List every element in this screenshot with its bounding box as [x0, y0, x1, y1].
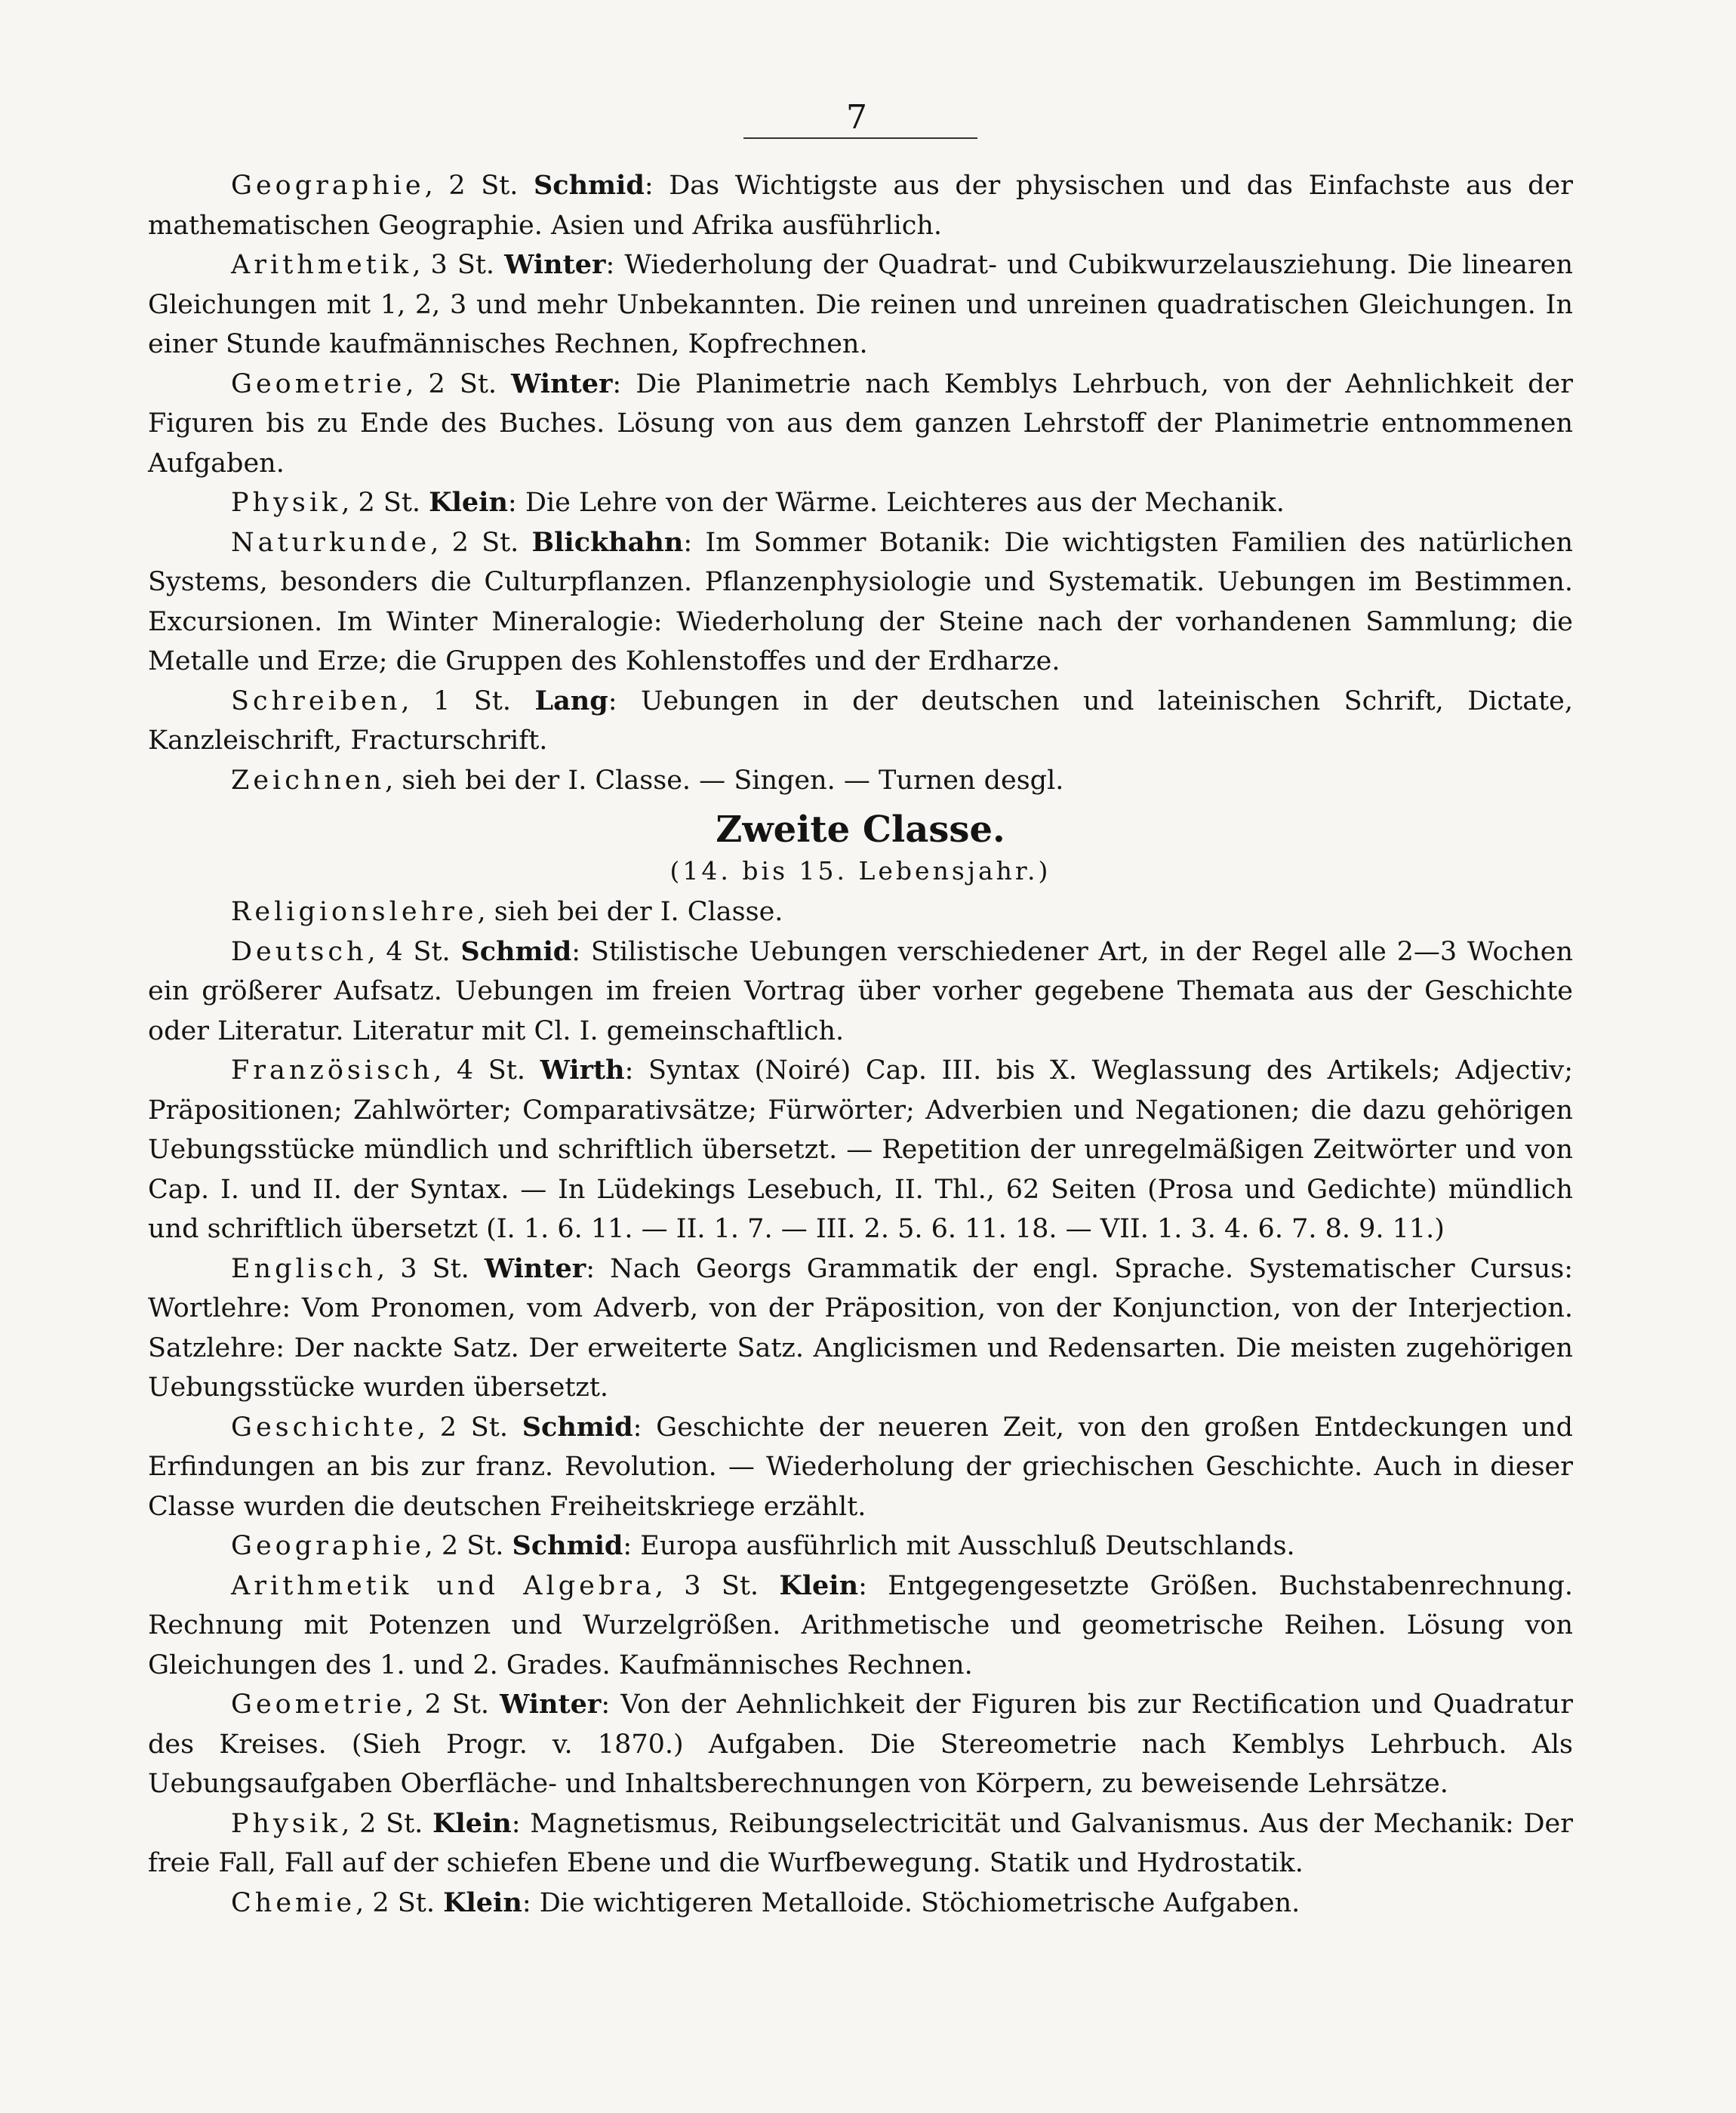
teacher-name: Schmid — [522, 1411, 633, 1443]
teacher-name: Schmid — [512, 1530, 623, 1561]
subject-description: : Die Planimetrie nach Kemblys Lehrbuch, von der Aehnlichkeit der Figuren bis zu Ende des Buches. Lösung von aus dem ganzen Lehrstoff der Planimetrie entnommenen Aufgaben. — [148, 368, 1573, 479]
subject-hours: , 3 St. — [412, 250, 505, 280]
subject-description: : Die wichtigeren Metalloide. Stöchiometrische Aufgaben. — [522, 1887, 1300, 1918]
teacher-name: Lang — [534, 685, 608, 716]
subject-hours: , 4 St. — [433, 1055, 540, 1086]
teacher-name: Winter — [511, 368, 613, 399]
subject-hours: , 2 St. — [430, 527, 532, 558]
subject-name: Englisch — [231, 1253, 377, 1284]
subject-description: : Entgegengesetzte Größen. Buchstabenrechnung. Rechnung mit Potenzen und Wurzelgrößen. Arithmetische und geometrische Reihen. Lösung von Gleichungen des 1. und 2. Grades. Kaufmännisches Rechnen. — [148, 1570, 1573, 1680]
subject-name: Physik — [231, 488, 342, 518]
subject-paragraph — [148, 1884, 1573, 1924]
subject-name: Zeichnen — [231, 765, 386, 796]
teacher-name: Schmid — [460, 935, 572, 967]
subject-name: Französisch — [231, 1055, 434, 1086]
subject-paragraph — [148, 1408, 1573, 1527]
teacher-name: Winter — [500, 1689, 602, 1720]
subject-hours: , 2 St. — [356, 1887, 444, 1918]
subject-name: Geographie — [231, 171, 425, 201]
subject-paragraph — [148, 523, 1573, 682]
teacher-name: Winter — [484, 1252, 586, 1284]
subject-paragraph — [148, 166, 1573, 245]
subject-description: : Uebungen in der deutschen und lateinischen Schrift, Dictate, Kanzleischrift, Fracturschrift. — [148, 685, 1573, 756]
subject-paragraph — [148, 1249, 1573, 1408]
subject-description: : Stilistische Uebungen verschiedener Art, in der Regel alle 2—3 Wochen ein größerer Aufsatz. Uebungen im freien Vortrag über vorher gegebene Themata aus der Geschichte oder Literatur. Literatur mit Cl. I. gemeinschaftlich. — [148, 936, 1573, 1046]
subject-description: : Nach Georgs Grammatik der engl. Sprache. Systematischer Cursus: Wortlehre: Vom Pronomen, vom Adverb, von der Präposition, von der Konjunction, von der Interjection. Satzlehre: Der nackte Satz. Der erweiterte Satz. Anglicismen und Redensarten. Die meisten zugehörigen Uebungsstücke wurden übersetzt. — [148, 1253, 1573, 1403]
subject-hours: , 2 St. — [405, 1689, 500, 1720]
subject-name: Geschichte — [231, 1412, 417, 1443]
section-age: (14. bis 15. Lebensjahr.) — [669, 856, 1051, 886]
teacher-name: Klein — [443, 1887, 522, 1918]
subject-paragraph — [148, 1804, 1573, 1884]
subject-name: Chemie — [231, 1887, 356, 1918]
subject-hours: , 4 St. — [367, 936, 461, 967]
subject-name: Arithmetik und Algebra — [231, 1570, 655, 1601]
subject-description: : Wiederholung der Quadrat- und Cubikwurzelausziehung. Die linearen Gleichungen mit 1, 2, 3 und mehr Unbekannten. Die reinen und unreinen quadratischen Gleichungen. In einer Stunde kaufmännisches Rechnen, Kopfrechnen. — [148, 250, 1574, 359]
subject-paragraph — [148, 483, 1573, 523]
subject-hours: , 2 St. — [341, 1808, 432, 1839]
subject-description: : Europa ausführlich mit Ausschluß Deutschlands. — [623, 1531, 1295, 1561]
subject-name: Geometrie — [231, 1689, 406, 1720]
header-rule — [743, 137, 977, 139]
subject-name: Naturkunde — [231, 527, 431, 558]
subject-paragraph — [148, 1566, 1573, 1686]
teacher-name: Klein — [429, 487, 508, 518]
subject-hours: , 2 St. — [417, 1412, 522, 1443]
subject-name: Schreiben — [231, 685, 402, 716]
subject-hours: , 2 St. — [424, 1531, 512, 1561]
subject-hours: , 1 St. — [401, 685, 535, 716]
subject-paragraph — [148, 245, 1573, 365]
subject-hours: , sieh bei der I. Classe. — — [385, 765, 734, 796]
subject-paragraph — [148, 892, 1573, 932]
teacher-name: Klein — [779, 1569, 859, 1601]
subject-name: Geometrie — [231, 368, 406, 399]
subject-paragraph — [148, 1685, 1573, 1804]
subject-hours: , 2 St. — [341, 488, 429, 518]
subject-hours: , 2 St. — [424, 171, 534, 201]
subject-description: Singen. — Turnen desgl. — [734, 765, 1064, 796]
subject-hours: , 3 St. — [377, 1253, 485, 1284]
subject-paragraph — [148, 1526, 1573, 1566]
teacher-name: Klein — [432, 1807, 512, 1839]
subject-paragraph — [148, 761, 1573, 801]
subject-paragraph — [148, 682, 1573, 761]
subject-paragraph — [148, 1051, 1573, 1249]
teacher-name: Schmid — [533, 170, 645, 201]
class-two-subjects — [148, 892, 1573, 1923]
subject-name: Religionslehre — [231, 897, 478, 927]
page-number: 7 — [846, 98, 867, 137]
subject-hours: , sieh bei der I. Classe. — [477, 897, 783, 927]
subject-paragraph — [148, 932, 1573, 1052]
subject-hours: , 3 St. — [654, 1570, 780, 1601]
subject-hours: , 2 St. — [405, 368, 512, 399]
teacher-name: Winter — [504, 249, 606, 280]
subject-description: : Von der Aehnlichkeit der Figuren bis zur Rectification und Quadratur des Kreises. (Sieh Progr. v. 1870.) Aufgaben. Die Stereometrie nach Kemblys Lehrbuch. Als Uebungsaufgaben Oberfläche- und Inhaltsberechnungen von Körpern, zu beweisende Lehrsätze. — [148, 1689, 1573, 1799]
subject-name: Arithmetik — [231, 250, 413, 280]
page-body — [148, 166, 1573, 1923]
subject-description: : Syntax (Noiré) Cap. III. bis X. Weglassung des Artikels; Adjectiv; Präpositionen; Zahlwörter; Comparativsätze; Fürwörter; Adverbien und Negationen; die dazu gehörigen Uebungsstücke mündlich und schriftlich übersetzt. — Repetition der unregelmäßigen Zeitwörter und von Cap. I. und II. der Syntax. — In Lüdekings Lesebuch, II. Thl., 62 Seiten (Prosa und Gedichte) mündlich und schriftlich übersetzt (I. 1. 6. 11. — II. 1. 7. — III. 2. 5. 6. 11. 18. — VII. 1. 3. 4. 6. 7. 8. 9. 11.) — [148, 1055, 1574, 1244]
subject-name: Deutsch — [231, 936, 368, 967]
subject-description: : Magnetismus, Reibungselectricität und Galvanismus. Aus der Mechanik: Der freie Fall, Fall auf der schiefen Ebene und die Wurfbewegung. Statik und Hydrostatik. — [148, 1808, 1574, 1878]
subject-description: : Geschichte der neueren Zeit, von den großen Entdeckungen und Erfindungen an bis zur franz. Revolution. — Wiederholung der griechischen Geschichte. Auch in dieser Classe wurden die deutschen Freiheitskriege erzählt. — [148, 1412, 1573, 1522]
subject-name: Physik — [231, 1808, 342, 1839]
subject-name: Geographie — [231, 1531, 425, 1561]
class-one-continued — [148, 166, 1573, 800]
teacher-name: Wirth — [540, 1055, 625, 1086]
section-title: Zweite Classe. — [716, 809, 1005, 851]
subject-description: : Das Wichtigste aus der physischen und das Einfachste aus der mathematischen Geographie. Asien und Afrika ausführlich. — [148, 171, 1574, 241]
teacher-name: Blickhahn — [531, 526, 684, 558]
subject-paragraph — [148, 365, 1573, 484]
subject-description: : Im Sommer Botanik: Die wichtigsten Familien des natürlichen Systems, besonders die Culturpflanzen. Pflanzenphysiologie und Systematik. Uebungen im Bestimmen. Excursionen. Im Winter Mineralogie: Wiederholung der Steine nach der vorhandenen Sammlung; die Metalle und Erze; die Gruppen des Kohlenstoffes und der Erdharze. — [148, 527, 1574, 676]
subject-description: : Die Lehre von der Wärme. Leichteres aus der Mechanik. — [507, 488, 1285, 518]
